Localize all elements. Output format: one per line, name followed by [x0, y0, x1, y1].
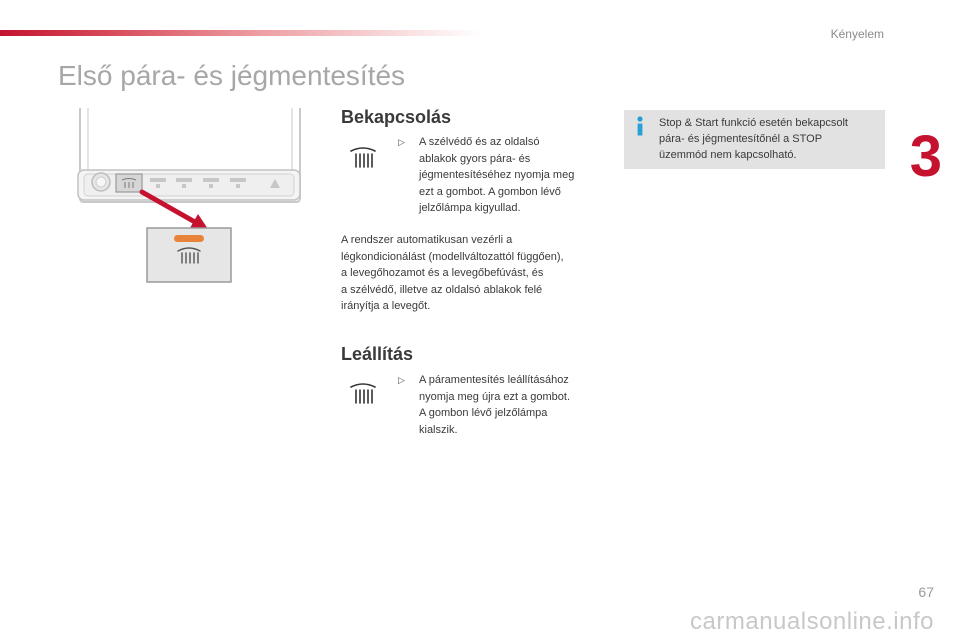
para-line-1: A rendszer automatikusan vezérli a [341, 234, 513, 246]
bullet-arrow-icon: ▷ [398, 375, 405, 385]
dashboard-illustration [70, 108, 310, 288]
windscreen-defrost-icon [348, 381, 378, 407]
page-number: 67 [918, 584, 934, 600]
info-note-text [659, 115, 881, 163]
switch-off-line-3: A gombon lévő jelzőlámpa [419, 407, 548, 419]
switch-off-line-4: kialszik. [419, 423, 458, 436]
bullet-arrow-icon: ▷ [398, 137, 405, 147]
switch-on-line-3: jégmentesítéséhez nyomja meg [419, 169, 575, 181]
para-line-5: irányítja a levegőt. [341, 300, 431, 312]
switch-on-instruction [398, 134, 599, 217]
automatic-control-paragraph [341, 232, 597, 315]
page-title: Első pára- és jégmentesítés [58, 60, 406, 91]
info-line-3: üzemmód nem kapcsolható. [659, 149, 797, 161]
para-line-4: a szélvédő, illetve az oldalsó ablakok felé [341, 283, 543, 296]
switch-on-line-4: ezt a gombot. A gombon lévő [419, 185, 561, 198]
chapter-number: 3 [909, 124, 942, 189]
info-note-box [624, 110, 885, 169]
heading-switch-on: Bekapcsolás [341, 107, 452, 127]
switch-on-line-2: ablakok gyors pára- és [419, 152, 531, 165]
info-line-1: Stop & Start funkció esetén bekapcsolt [659, 117, 848, 129]
para-line-3: a levegőhozamot és a levegőbefúvást, és [341, 267, 544, 279]
switch-on-line-5: jelzőlámpa kigyullad. [419, 202, 521, 214]
windscreen-defrost-icon [348, 145, 378, 171]
header-accent-bar [0, 30, 480, 36]
para-line-2: légkondicionálást (modellváltozattól függően), [341, 250, 564, 263]
heading-switch-off: Leállítás [341, 344, 414, 364]
watermark-text: carmanualsonline.info [690, 608, 934, 635]
switch-off-instruction [398, 372, 599, 438]
info-line-2: pára- és jégmentesítőnél a STOP [659, 133, 823, 145]
info-icon [633, 115, 647, 137]
section-title: Kényelem [830, 27, 884, 41]
switch-on-line-1: A szélvédő és az oldalsó [419, 136, 540, 148]
switch-off-line-2: nyomja meg újra ezt a gombot. [419, 390, 571, 403]
switch-off-line-1: A páramentesítés leállításához [419, 374, 569, 386]
